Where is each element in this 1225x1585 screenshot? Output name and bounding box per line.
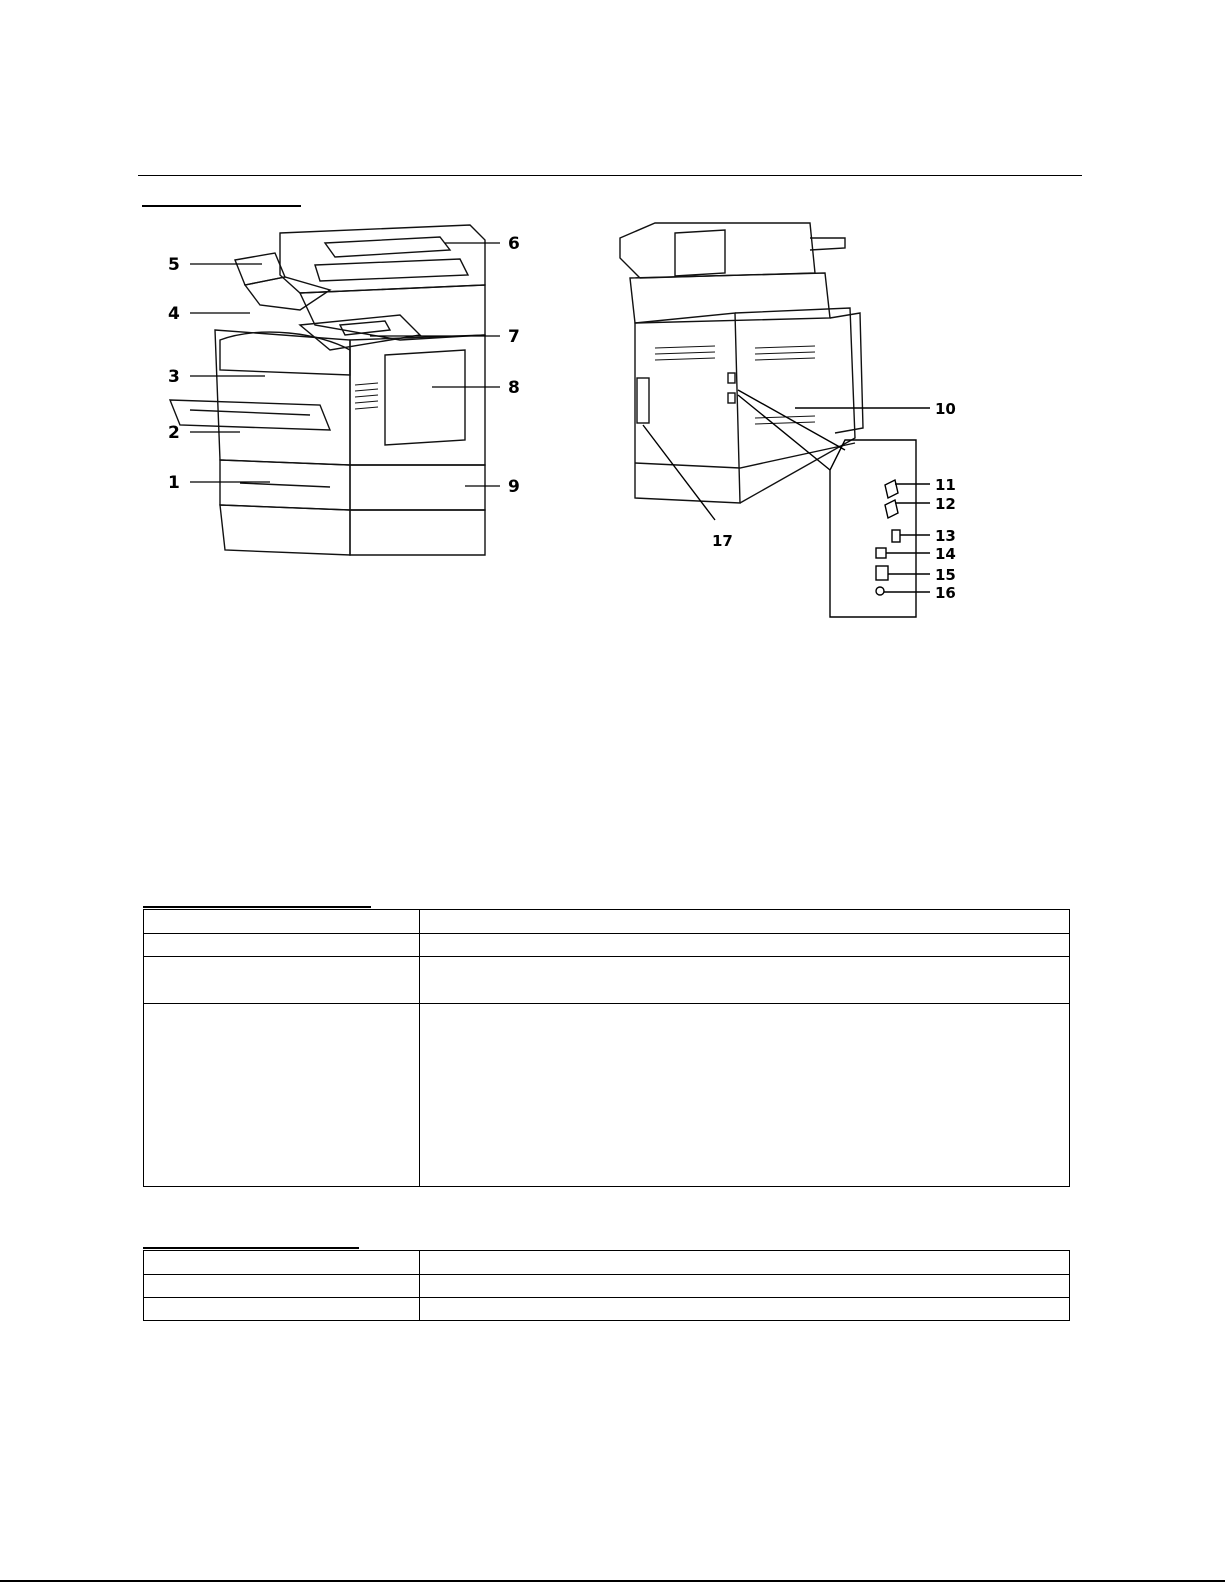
callout-6: 6 [508,234,520,254]
callout-11: 11 [935,476,956,494]
rear-callouts [0,0,1225,650]
callout-15: 15 [935,566,956,584]
spec-table-2 [143,1250,1070,1321]
table-cell [144,957,420,1004]
footer-rule [0,1580,1225,1582]
callout-8: 8 [508,378,520,398]
table-cell [144,1275,420,1298]
callout-13: 13 [935,527,956,545]
callout-12: 12 [935,495,956,513]
callout-16: 16 [935,584,956,602]
callout-14: 14 [935,545,956,563]
table-cell [144,1298,420,1321]
callout-4: 4 [168,304,180,324]
table-row [144,1275,1070,1298]
table-cell [420,1298,1070,1321]
callout-17: 17 [712,532,733,550]
callout-10: 10 [935,400,956,418]
table-row [144,1298,1070,1321]
callout-1: 1 [168,473,180,493]
table-cell [420,1275,1070,1298]
table-cell [144,1251,420,1275]
callout-2: 2 [168,423,180,443]
table-cell [144,910,420,934]
callout-7: 7 [508,327,520,347]
table-cell [420,934,1070,957]
table-cell [420,910,1070,934]
table-row [144,957,1070,1004]
table-cell [420,1251,1070,1275]
spec-table-1 [143,909,1070,1187]
ports-inset-box [830,440,916,617]
table-1-heading-underline [143,906,371,908]
callout-3: 3 [168,367,180,387]
table-cell [420,957,1070,1004]
table-row [144,1004,1070,1187]
callout-5: 5 [168,255,180,275]
table-2-heading-underline [143,1247,359,1249]
table-row [144,1251,1070,1275]
table-cell [144,934,420,957]
table-cell [420,1004,1070,1187]
table-cell [144,1004,420,1187]
table-row [144,934,1070,957]
table-row [144,910,1070,934]
callout-9: 9 [508,477,520,497]
